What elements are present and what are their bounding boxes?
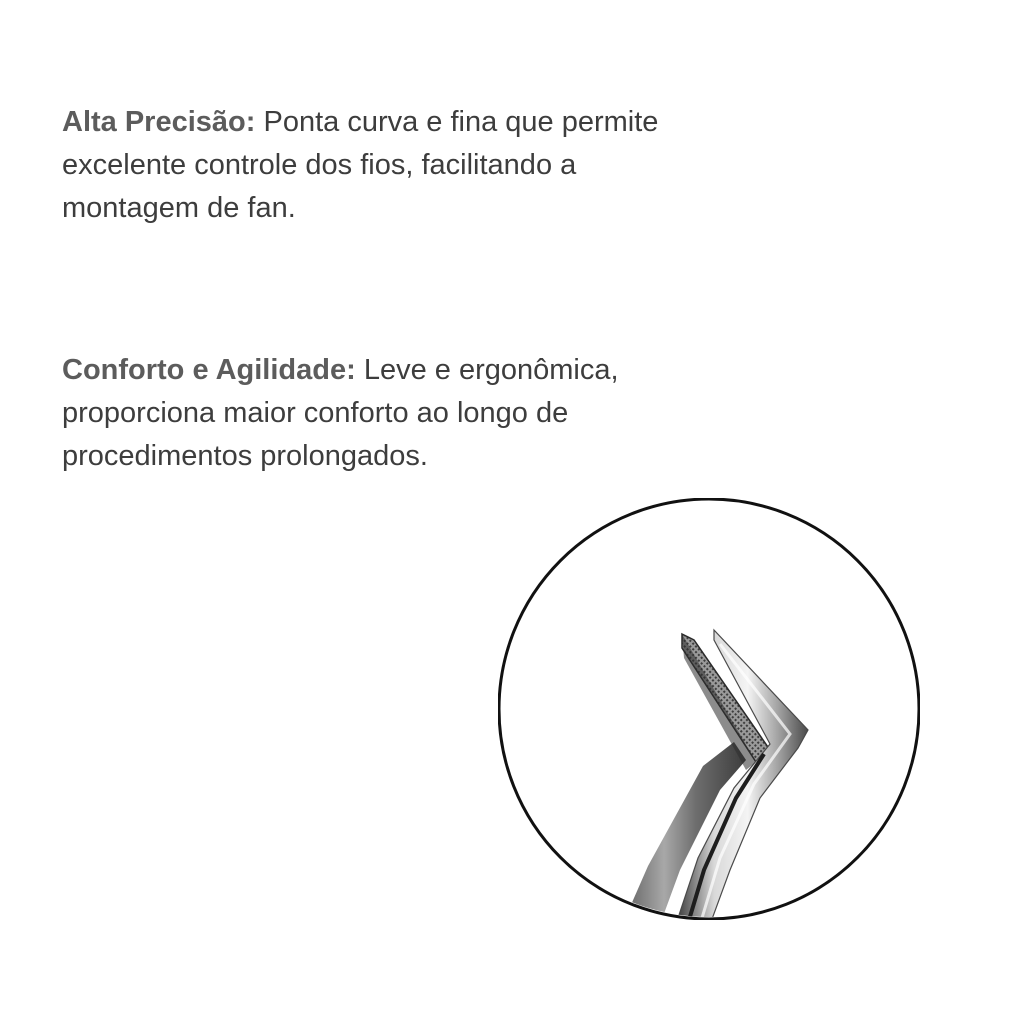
feature-precision: [62, 101, 702, 230]
feature-precision-title: Alta Precisão:: [62, 106, 256, 138]
feature-precision-text: Ponta curva e fina que permite excelente controle dos fios, facilitando a montagem de fan.: [62, 106, 659, 224]
feature-comfort: [62, 349, 702, 478]
curved-tweezer-tip-icon: [498, 498, 920, 920]
feature-comfort-title: Conforto e Agilidade:: [62, 354, 356, 386]
feature-comfort-text: Leve e ergonômica, proporciona maior conforto ao longo de procedimentos prolongados.: [62, 354, 619, 472]
product-closeup: [498, 498, 920, 920]
